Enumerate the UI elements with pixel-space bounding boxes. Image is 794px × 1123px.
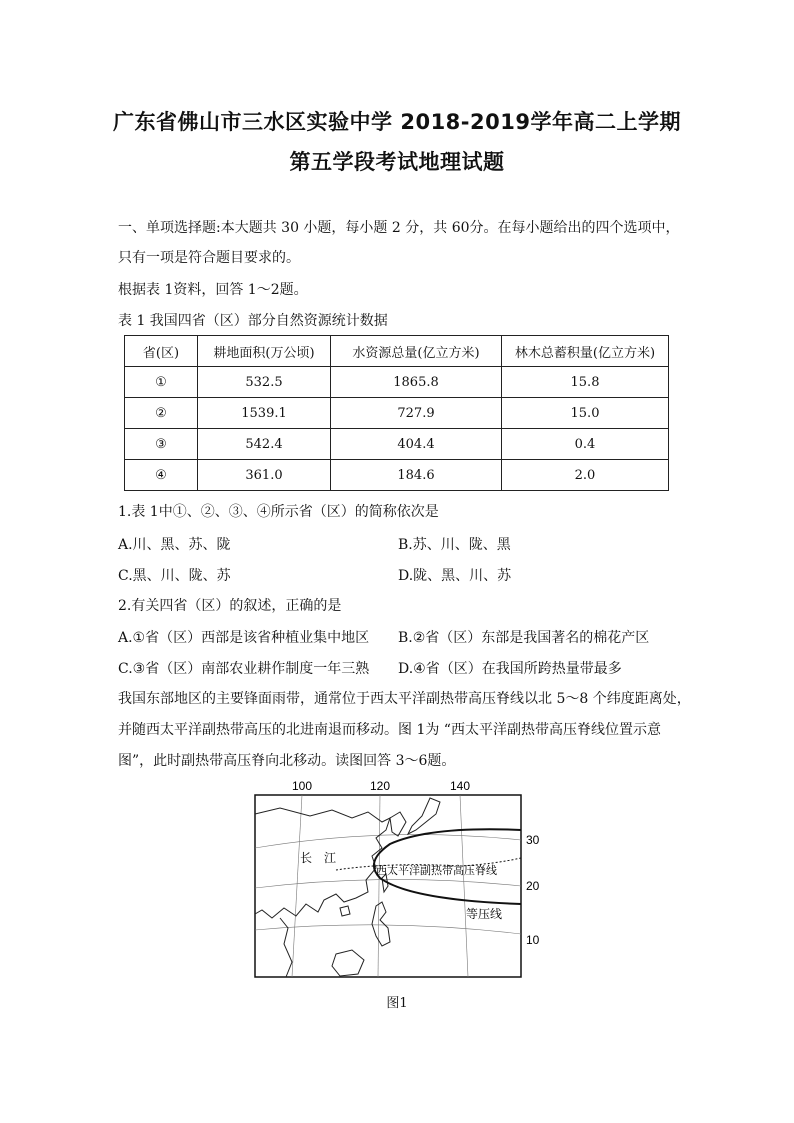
table-cell: 184.6 <box>331 460 502 491</box>
table-cell: 15.0 <box>502 398 669 429</box>
question-1-option-b: B.苏、川、陇、黑 <box>398 537 511 553</box>
passage-line1: 我国东部地区的主要锋面雨带，通常位于西太平洋副热带高压脊线以北 5～8 个纬度距离处， <box>118 691 691 707</box>
table-cell: 1539.1 <box>198 398 331 429</box>
table-cell: ④ <box>125 460 198 491</box>
table-cell: 15.8 <box>502 367 669 398</box>
lon-label-100: 100 <box>291 779 313 793</box>
table-header-row <box>125 336 669 367</box>
table-cell: 0.4 <box>502 429 669 460</box>
question-2-stem: 2.有关四省（区）的叙述，正确的是 <box>118 598 342 614</box>
table-row <box>125 460 669 491</box>
question-group-lead: 根据表 1资料，回答 1～2题。 <box>118 282 308 298</box>
table-header: 水资源总量(亿立方米) <box>331 336 502 367</box>
question-1-option-d: D.陇、黑、川、苏 <box>398 568 512 584</box>
question-1-stem: 1.表 1中①、②、③、④所示省（区）的简称依次是 <box>118 504 439 520</box>
table-cell: 361.0 <box>198 460 331 491</box>
indochina-coastline <box>280 918 292 977</box>
korea-peninsula <box>390 812 406 836</box>
question-2-option-b: B.②省（区）东部是我国著名的棉花产区 <box>398 630 650 646</box>
question-2-option-a: A.①省（区）西部是该省种植业集中地区 <box>118 630 370 646</box>
table-cell: ① <box>125 367 198 398</box>
question-1-option-a: A.川、黑、苏、陇 <box>118 537 231 553</box>
longitude-line <box>292 795 302 977</box>
hainan-island <box>340 906 350 916</box>
passage-line2: 并随西太平洋副热带高压的北进南退而移动。图 1为 “西太平洋副热带高压脊线位置示意 <box>118 722 661 738</box>
question-2-option-c: C.③省（区）南部农业耕作制度一年三熟 <box>118 661 370 677</box>
longitude-line <box>460 795 468 977</box>
lat-label-10: 10 <box>526 933 540 947</box>
lat-label-30: 30 <box>526 833 540 847</box>
philippines-islands <box>372 902 390 946</box>
question-1-option-c: C.黑、川、陇、苏 <box>118 568 231 584</box>
table-cell: 404.4 <box>331 429 502 460</box>
section-intro-line2: 只有一项是符合题目要求的。 <box>118 250 300 266</box>
yangtze-label: 长 江 <box>300 851 337 865</box>
table-cell: 727.9 <box>331 398 502 429</box>
figure-caption: 图1 <box>386 996 408 1011</box>
passage-line3: 图”，此时副热带高压脊向北移动。读图回答 3～6题。 <box>118 753 456 769</box>
question-2-option-d: D.④省（区）在我国所跨热量带最多 <box>398 661 622 677</box>
section-intro-line1: 一、单项选择题:本大题共 30 小题，每小题 2 分，共 60分。在每小题给出的四个选项中， <box>118 220 680 236</box>
table-row <box>125 398 669 429</box>
resource-table <box>124 335 669 491</box>
table-row <box>125 429 669 460</box>
table-cell: 1865.8 <box>331 367 502 398</box>
table-header: 省(区) <box>125 336 198 367</box>
table-cell: ② <box>125 398 198 429</box>
lon-label-120: 120 <box>369 779 391 793</box>
lat-label-20: 20 <box>526 879 540 893</box>
ridge-label: 西太平洋副热带高压脊线 <box>376 864 497 877</box>
longitude-line <box>378 795 380 977</box>
table-cell: 532.5 <box>198 367 331 398</box>
table-header: 林木总蓄积量(亿立方米) <box>502 336 669 367</box>
borneo-island <box>332 950 364 976</box>
table-header: 耕地面积(万公顷) <box>198 336 331 367</box>
table-cell: 2.0 <box>502 460 669 491</box>
isobar-label: 等压线 <box>466 907 503 921</box>
japan-islands <box>408 798 440 834</box>
exam-title-line1: 广东省佛山市三水区实验中学 2018-2019学年高二上学期 <box>113 110 681 134</box>
table-cell: ③ <box>125 429 198 460</box>
table-caption: 表 1 我国四省（区）部分自然资源统计数据 <box>118 313 388 329</box>
table-cell: 542.4 <box>198 429 331 460</box>
exam-title-line2: 第五学段考试地理试题 <box>289 150 505 174</box>
lon-label-140: 140 <box>449 779 471 793</box>
table-row <box>125 367 669 398</box>
subtropical-high-map <box>240 778 540 988</box>
